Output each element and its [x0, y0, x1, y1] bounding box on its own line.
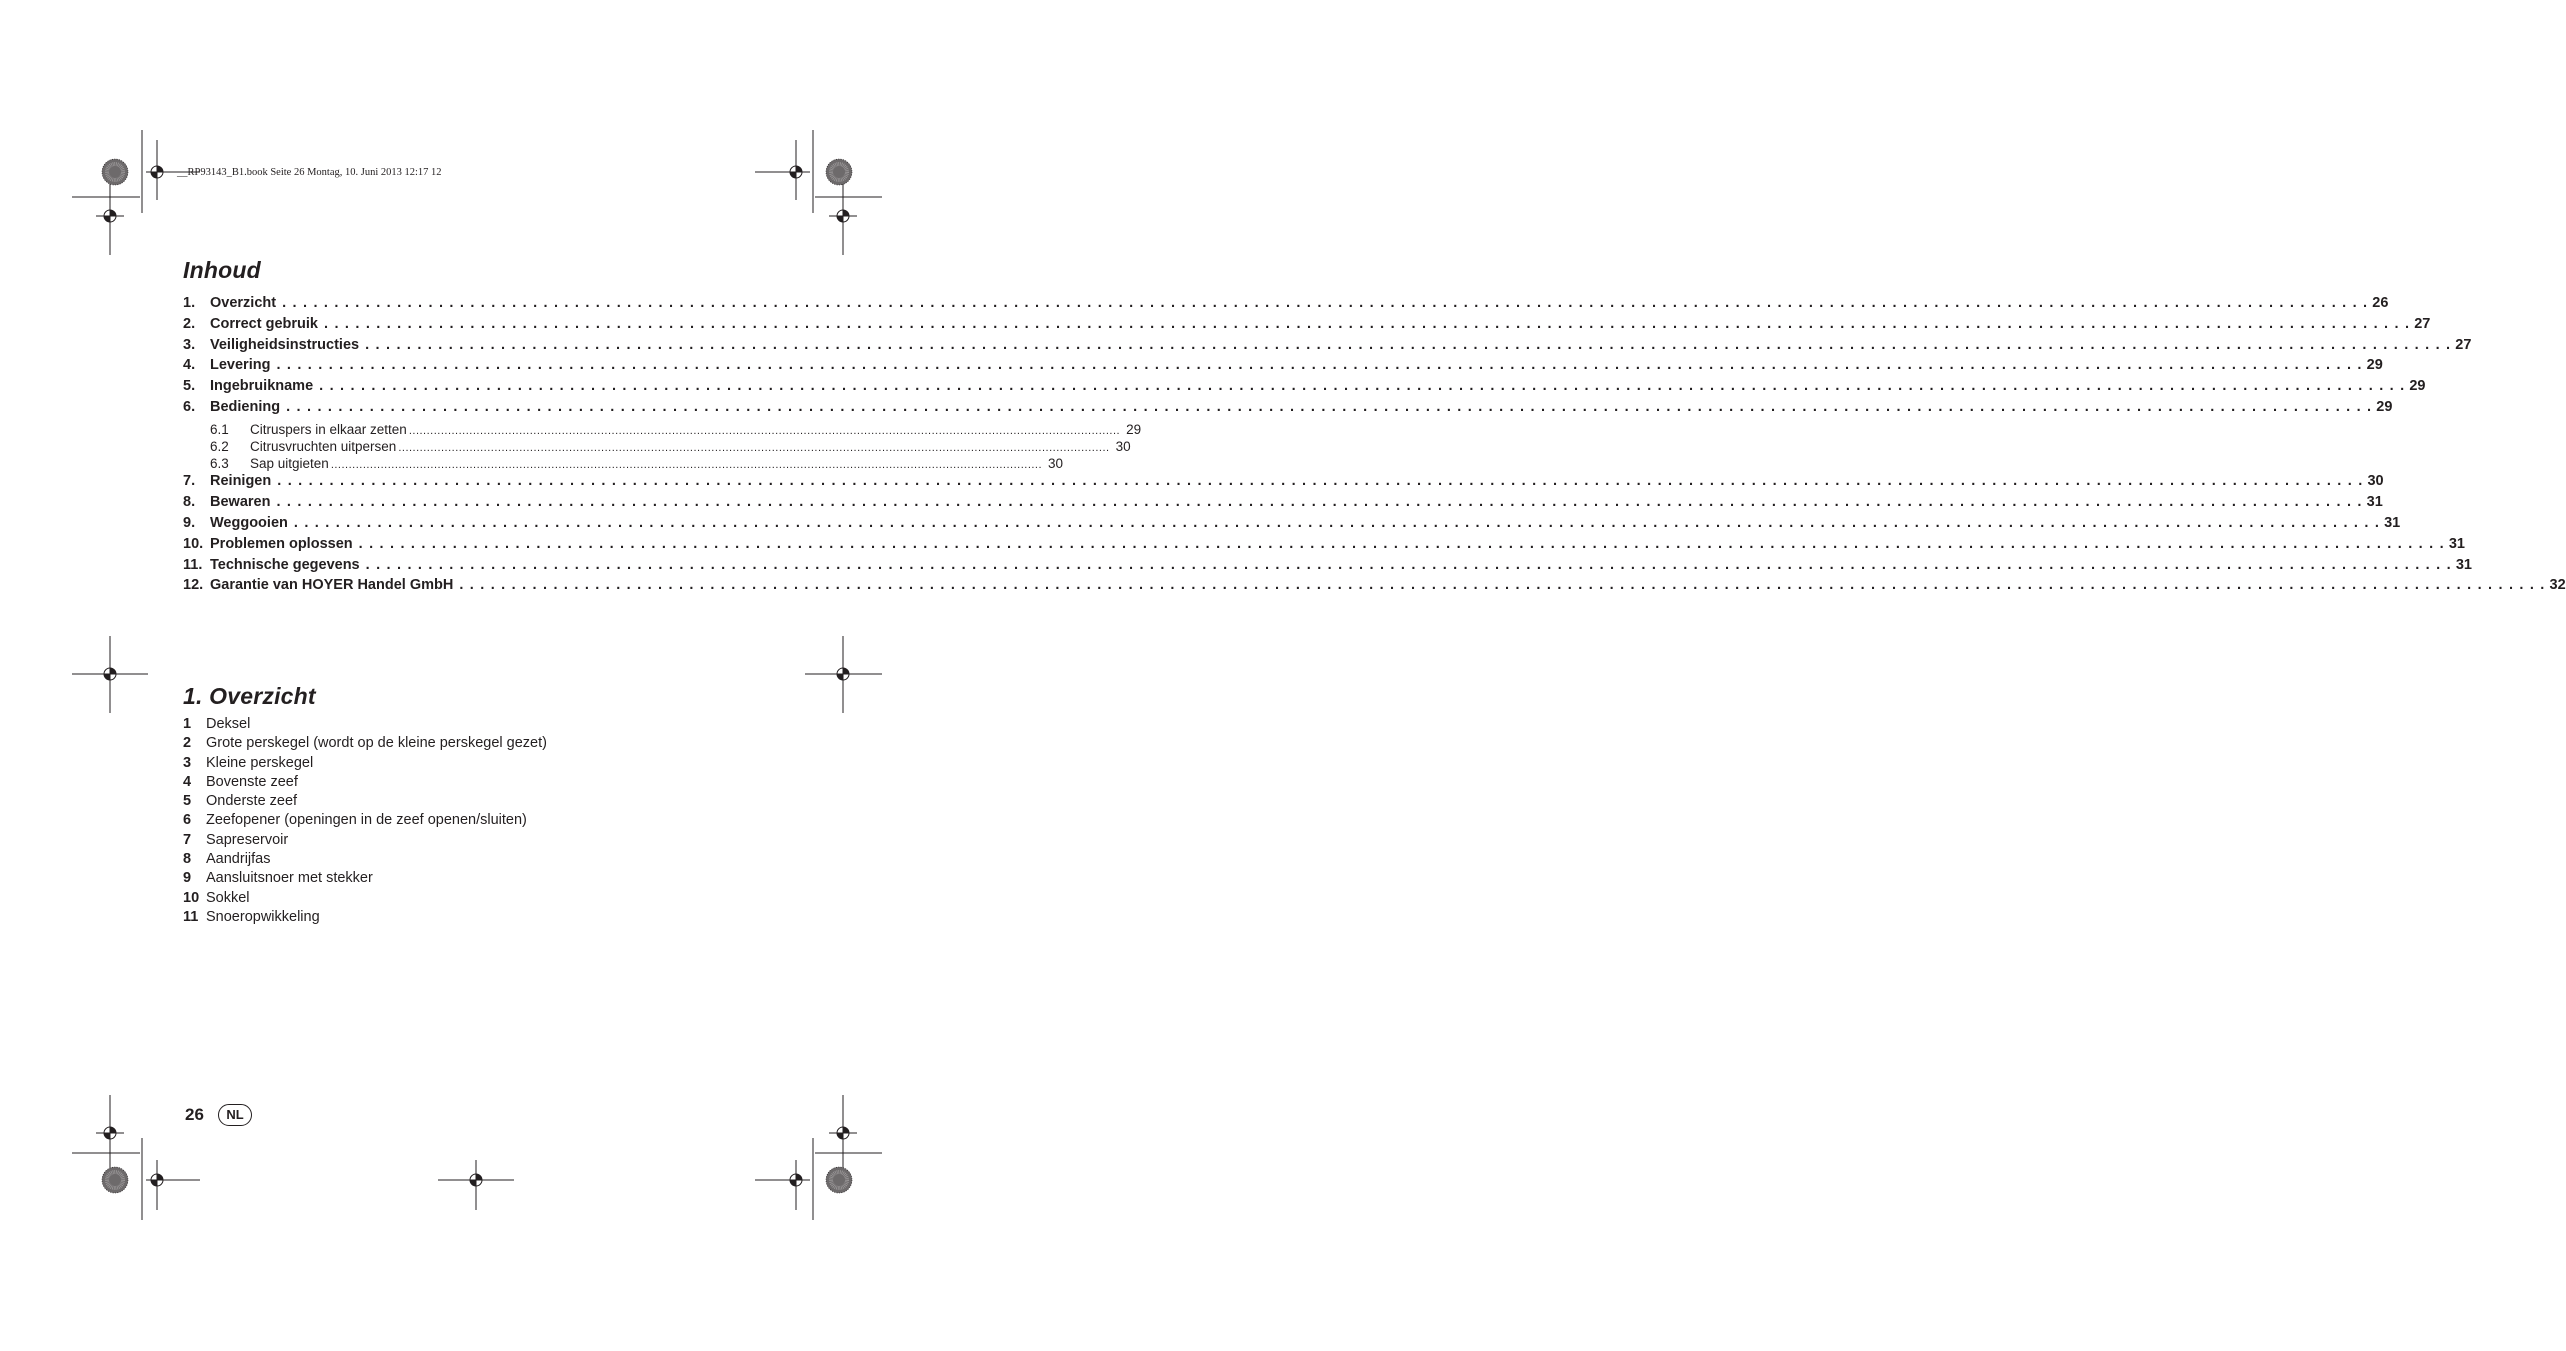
- part-number: 6: [183, 812, 192, 829]
- toc-leader-dots: . . . . . . . . . . . . . . . . . . . . . . . . . . . . . . . . . . . . . . . . . . . . . . . . . . . . . . . . . . . . . . . . . . . . . . . . . . . . . . . . . . . . . . . . . . . . . . . . . . . . . . . . . . . . . . . . . . . . . . . . . . . . . . . . . . . . . . . . . . . . . . . . . . . . . . . . . . . . . . . . . . . . . . . . . . . . . . . . . . . . . . . . . . . . . . . . . . . . . . . .: [277, 473, 2364, 490]
- toc-leader-dots: . . . . . . . . . . . . . . . . . . . . . . . . . . . . . . . . . . . . . . . . . . . . . . . . . . . . . . . . . . . . . . . . . . . . . . . . . . . . . . . . . . . . . . . . . . . . . . . . . . . . . . . . . . . . . . . . . . . . . . . . . . . . . . . . . . . . . . . . . . . . . . . . . . . . . . . . . . . . . . . . . . . . . . . . . . . . . . . . . . . . . . . . . . . . . . . . . . . . . . . .: [286, 398, 2373, 415]
- toc-leader-dots: . . . . . . . . . . . . . . . . . . . . . . . . . . . . . . . . . . . . . . . . . . . . . . . . . . . . . . . . . . . . . . . . . . . . . . . . . . . . . . . . . . . . . . . . . . . . . . . . . . . . . . . . . . . . . . . . . . . . . . . . . . . . . . . . . . . . . . . . . . . . . . . . . . . . . . . . . . . . . . . . . . . . . . . . . . . . . . . . . . . . . . . . . . . . . . . . . . . . . . . .: [365, 336, 2452, 353]
- toc-entry-title: Veiligheidsinstructies: [210, 336, 360, 353]
- part-number: 1: [183, 716, 192, 732]
- toc-entry-page: 31: [2448, 535, 2465, 552]
- part-label: Onderste zeef: [206, 793, 298, 810]
- part-list-item: [183, 812, 547, 831]
- toc-leader-dots: ........................................................................................................................................................................................................: [330, 459, 1043, 472]
- part-list-item: [183, 832, 547, 851]
- part-number: 9: [183, 870, 192, 887]
- part-list-item: [183, 774, 547, 793]
- language-badge: NL: [218, 1104, 252, 1126]
- toc-entry-title: Bewaren: [210, 494, 271, 511]
- toc-entry[interactable]: [183, 535, 2465, 557]
- toc-entry-title: Technische gegevens: [210, 556, 360, 573]
- toc-entry[interactable]: [183, 398, 2393, 420]
- toc-leader-dots: . . . . . . . . . . . . . . . . . . . . . . . . . . . . . . . . . . . . . . . . . . . . . . . . . . . . . . . . . . . . . . . . . . . . . . . . . . . . . . . . . . . . . . . . . . . . . . . . . . . . . . . . . . . . . . . . . . . . . . . . . . . . . . . . . . . . . . . . . . . . . . . . . . . . . . . . . . . . . . . . . . . . . . . . . . . . . . . . . . . . . . . . . . . . . . . . . . . . . . . .: [282, 295, 2369, 311]
- toc-entry-number: 4.: [183, 357, 196, 374]
- toc-entry-number: 12.: [183, 577, 204, 594]
- toc-entry-page: 29: [2376, 398, 2393, 415]
- toc-entry-title: Ingebruikname: [210, 378, 314, 395]
- toc-entry-number: 8.: [183, 494, 196, 511]
- toc-leader-dots: . . . . . . . . . . . . . . . . . . . . . . . . . . . . . . . . . . . . . . . . . . . . . . . . . . . . . . . . . . . . . . . . . . . . . . . . . . . . . . . . . . . . . . . . . . . . . . . . . . . . . . . . . . . . . . . . . . . . . . . . . . . . . . . . . . . . . . . . . . . . . . . . . . . . . . . . . . . . . . . . . . . . . . . . . . . . . . . . . . . . . . . . . . . . . . . . . . . . . . . .: [323, 315, 2411, 332]
- toc-entry-number: 7.: [183, 473, 196, 490]
- toc-entry-number: 1.: [183, 295, 196, 311]
- toc-leader-dots: . . . . . . . . . . . . . . . . . . . . . . . . . . . . . . . . . . . . . . . . . . . . . . . . . . . . . . . . . . . . . . . . . . . . . . . . . . . . . . . . . . . . . . . . . . . . . . . . . . . . . . . . . . . . . . . . . . . . . . . . . . . . . . . . . . . . . . . . . . . . . . . . . . . . . . . . . . . . . . . . . . . . . . . . . . . . . . . . . . . . . . . . . . . . . . . . . . . . . . . .: [358, 535, 2445, 552]
- toc-leader-dots: . . . . . . . . . . . . . . . . . . . . . . . . . . . . . . . . . . . . . . . . . . . . . . . . . . . . . . . . . . . . . . . . . . . . . . . . . . . . . . . . . . . . . . . . . . . . . . . . . . . . . . . . . . . . . . . . . . . . . . . . . . . . . . . . . . . . . . . . . . . . . . . . . . . . . . . . . . . . . . . . . . . . . . . . . . . . . . . . . . . . . . . . . . . . . . . . . . . . . . . .: [293, 514, 2381, 531]
- part-list-item: [183, 909, 547, 928]
- part-number: 8: [183, 851, 192, 868]
- part-list-item: [183, 735, 547, 754]
- part-label: Snoeropwikkeling: [206, 908, 320, 925]
- toc-entry[interactable]: [183, 577, 2566, 598]
- part-number: 3: [183, 754, 192, 771]
- toc-entry-number: 6.1: [210, 421, 229, 437]
- toc-entry-page: 30: [2367, 473, 2384, 490]
- part-label: Sokkel: [206, 889, 250, 906]
- toc-entry-page: 30: [1115, 438, 1131, 454]
- toc-entry-page: 32: [2549, 577, 2566, 594]
- toc-entry-title: Sap uitgieten: [250, 456, 329, 472]
- toc-leader-dots: . . . . . . . . . . . . . . . . . . . . . . . . . . . . . . . . . . . . . . . . . . . . . . . . . . . . . . . . . . . . . . . . . . . . . . . . . . . . . . . . . . . . . . . . . . . . . . . . . . . . . . . . . . . . . . . . . . . . . . . . . . . . . . . . . . . . . . . . . . . . . . . . . . . . . . . . . . . . . . . . . . . . . . . . . . . . . . . . . . . . . . . . . . . . . . . . . . . . . . . .: [459, 577, 2546, 594]
- toc-entry[interactable]: [183, 315, 2431, 337]
- toc-entry-page: 27: [2455, 336, 2472, 353]
- part-list-item: [183, 716, 547, 735]
- part-list-item: [183, 870, 547, 889]
- toc-entry[interactable]: [183, 295, 2389, 316]
- part-number: 2: [183, 735, 192, 752]
- part-list-item: [183, 890, 547, 909]
- toc-leader-dots: . . . . . . . . . . . . . . . . . . . . . . . . . . . . . . . . . . . . . . . . . . . . . . . . . . . . . . . . . . . . . . . . . . . . . . . . . . . . . . . . . . . . . . . . . . . . . . . . . . . . . . . . . . . . . . . . . . . . . . . . . . . . . . . . . . . . . . . . . . . . . . . . . . . . . . . . . . . . . . . . . . . . . . . . . . . . . . . . . . . . . . . . . . . . . . . . . . . . . . . .: [319, 378, 2406, 395]
- toc-entry-title: Bediening: [210, 398, 281, 415]
- toc-entry-page: 27: [2414, 315, 2431, 332]
- toc-entry-page: 30: [1048, 456, 1064, 472]
- part-number: 11: [183, 908, 199, 925]
- toc-subentry[interactable]: [183, 421, 1142, 439]
- toc-subentry[interactable]: [183, 456, 1064, 473]
- toc-entry-number: 6.3: [210, 456, 229, 472]
- toc-entry-title: Overzicht: [210, 295, 277, 311]
- toc-leader-dots: ........................................................................................................................................................................................................: [408, 424, 1121, 437]
- toc-entry-page: 29: [2409, 378, 2426, 395]
- toc-leader-dots: . . . . . . . . . . . . . . . . . . . . . . . . . . . . . . . . . . . . . . . . . . . . . . . . . . . . . . . . . . . . . . . . . . . . . . . . . . . . . . . . . . . . . . . . . . . . . . . . . . . . . . . . . . . . . . . . . . . . . . . . . . . . . . . . . . . . . . . . . . . . . . . . . . . . . . . . . . . . . . . . . . . . . . . . . . . . . . . . . . . . . . . . . . . . . . . . . . . . . . . .: [276, 494, 2363, 511]
- part-label: Aansluitsnoer met stekker: [206, 870, 373, 887]
- toc-entry-number: 9.: [183, 514, 196, 531]
- page-number: 26: [185, 1105, 204, 1124]
- toc-title: Inhoud: [183, 257, 261, 283]
- toc-entry[interactable]: [183, 514, 2401, 536]
- toc-entry-number: 6.: [183, 398, 196, 415]
- toc-entry[interactable]: [183, 336, 2472, 358]
- part-list-item: [183, 793, 547, 812]
- toc-entry[interactable]: [183, 556, 2472, 578]
- print-marks: [0, 0, 954, 1351]
- toc-entry-page: 31: [2384, 514, 2401, 531]
- part-number: 7: [183, 831, 192, 848]
- overview-title: 1. Overzicht: [183, 683, 316, 709]
- part-label: Zeefopener (openingen in de zeef openen/sluiten): [206, 812, 527, 829]
- part-label: Grote perskegel (wordt op de kleine perskegel gezet): [206, 735, 547, 752]
- toc-entry-number: 3.: [183, 336, 196, 353]
- toc-leader-dots: ........................................................................................................................................................................................................: [398, 441, 1110, 454]
- print-header-note: __RP93143_B1.book Seite 26 Montag, 10. Juni 2013 12:17 12: [177, 167, 442, 178]
- part-label: Aandrijfas: [206, 851, 271, 868]
- part-label: Sapreservoir: [206, 831, 289, 848]
- toc-entry-title: Problemen oplossen: [210, 535, 353, 552]
- parts-list: [183, 716, 547, 928]
- toc-leader-dots: . . . . . . . . . . . . . . . . . . . . . . . . . . . . . . . . . . . . . . . . . . . . . . . . . . . . . . . . . . . . . . . . . . . . . . . . . . . . . . . . . . . . . . . . . . . . . . . . . . . . . . . . . . . . . . . . . . . . . . . . . . . . . . . . . . . . . . . . . . . . . . . . . . . . . . . . . . . . . . . . . . . . . . . . . . . . . . . . . . . . . . . . . . . . . . . . . . . . . . . .: [365, 556, 2452, 573]
- part-number: 4: [183, 773, 192, 790]
- part-label: Bovenste zeef: [206, 773, 298, 790]
- toc-entry-page: 26: [2372, 295, 2389, 311]
- part-number: 10: [183, 889, 200, 906]
- toc-entry[interactable]: [183, 494, 2383, 515]
- toc-entry-title: Garantie van HOYER Handel GmbH: [210, 577, 454, 594]
- toc-entry-title: Citrusvruchten uitpersen: [250, 438, 397, 454]
- toc-entry-title: Correct gebruik: [210, 315, 318, 332]
- toc-entry-title: Weggooien: [210, 514, 288, 531]
- toc-leader-dots: . . . . . . . . . . . . . . . . . . . . . . . . . . . . . . . . . . . . . . . . . . . . . . . . . . . . . . . . . . . . . . . . . . . . . . . . . . . . . . . . . . . . . . . . . . . . . . . . . . . . . . . . . . . . . . . . . . . . . . . . . . . . . . . . . . . . . . . . . . . . . . . . . . . . . . . . . . . . . . . . . . . . . . . . . . . . . . . . . . . . . . . . . . . . . . . . . . . . . . . .: [276, 357, 2363, 374]
- toc-entry-number: 10.: [183, 535, 204, 552]
- part-label: Kleine perskegel: [206, 754, 314, 771]
- toc-entry-page: 31: [2366, 494, 2383, 511]
- toc-entry-title: Levering: [210, 357, 271, 374]
- table-of-contents: [183, 295, 2566, 598]
- toc-subentry[interactable]: [183, 438, 1131, 456]
- part-list-item: [183, 755, 547, 774]
- toc-entry-number: 11.: [183, 556, 203, 573]
- toc-entry[interactable]: [183, 473, 2384, 494]
- toc-entry-page: 31: [2455, 556, 2472, 573]
- toc-entry[interactable]: [183, 378, 2426, 399]
- toc-entry-title: Citruspers in elkaar zetten: [250, 421, 407, 437]
- part-number: 5: [183, 793, 192, 810]
- toc-entry-number: 5.: [183, 378, 196, 395]
- part-list-item: [183, 851, 547, 870]
- part-label: Deksel: [206, 716, 251, 732]
- toc-entry-title: Reinigen: [210, 473, 272, 490]
- toc-entry-page: 29: [2366, 357, 2383, 374]
- toc-entry-number: 6.2: [210, 438, 229, 454]
- toc-entry-number: 2.: [183, 315, 196, 332]
- toc-entry-page: 29: [1126, 421, 1142, 437]
- toc-entry[interactable]: [183, 357, 2383, 378]
